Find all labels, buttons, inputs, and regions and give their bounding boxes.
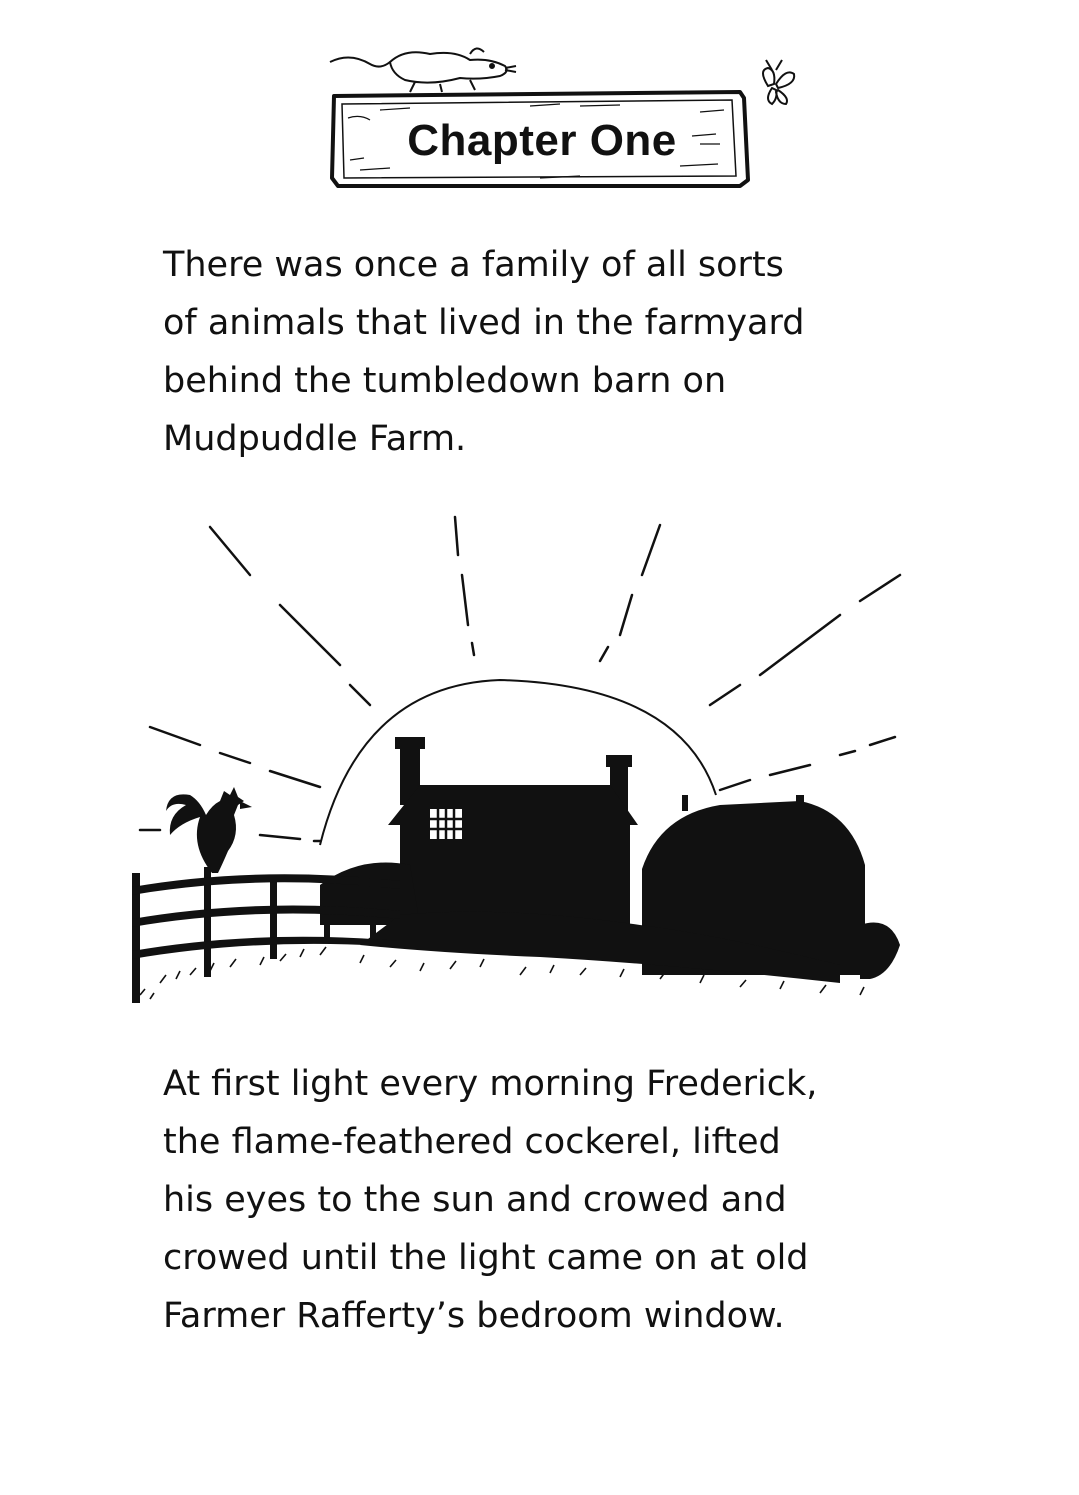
rooster-silhouette: [166, 787, 252, 873]
farm-sunrise-illustration: [120, 505, 920, 1010]
paragraph-line: Mudpuddle Farm.: [163, 419, 467, 459]
paragraph-line: At first light every morning Frederick,: [163, 1064, 818, 1104]
paragraph-2: [163, 1055, 893, 1345]
paragraph-line: of animals that lived in the farmyard: [163, 303, 805, 343]
paragraph-line: crowed until the light came on at old: [163, 1238, 809, 1278]
paragraph-line: Farmer Rafferty’s bedroom window.: [163, 1296, 785, 1336]
paragraph-1: [163, 236, 893, 468]
paragraph-line: There was once a family of all sorts: [163, 245, 784, 285]
chapter-header: [320, 40, 800, 200]
paragraph-line: behind the tumbledown barn on: [163, 361, 727, 401]
paragraph-line: the flame-feathered cockerel, lifted: [163, 1122, 781, 1162]
paragraph-line: his eyes to the sun and crowed and: [163, 1180, 787, 1220]
butterfly-illustration: [763, 60, 794, 104]
mouse-illustration: [330, 48, 516, 92]
farmhouse-silhouette: [388, 737, 638, 925]
chapter-title: Chapter One: [407, 116, 677, 165]
window-icon: [430, 809, 462, 839]
